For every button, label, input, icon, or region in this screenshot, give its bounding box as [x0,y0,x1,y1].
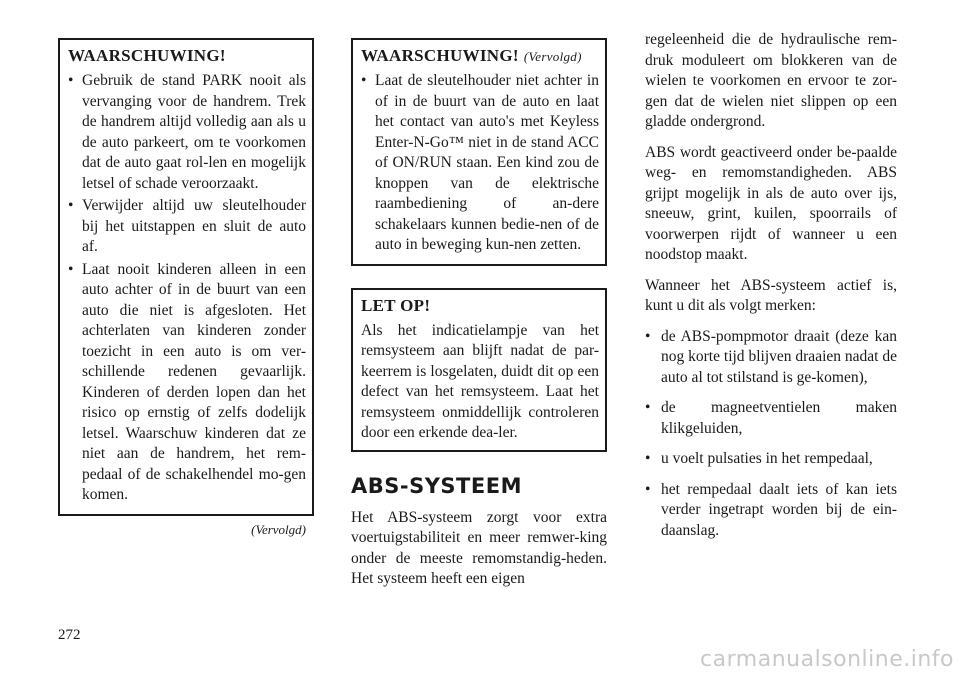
warning-list [68,71,306,506]
watermark: carmanualsonline.info [700,647,954,672]
warning-item: • Laat de sleutelhouder niet achter in of in de buurt van de auto en laat het contact van auto's met Keyless Enter-N-Go™ niet in de stand ACC of ON/RUN staan. Een kind zou de knoppen van de elektrische raambediening of an-dere schakelaars kunnen bedie-nen of de auto in beweging kun-nen zetten. [361,71,599,256]
page-number: 272 [58,627,81,643]
warning-subtitle: (Vervolgd) [523,49,582,64]
list-item: • de magneetventielen maken klikgeluiden, [645,398,897,439]
warning-item: • Gebruik de stand PARK nooit als vervanging voor de handrem. Trek de handrem altijd volledig aan als u de auto parkeert, om te voorkomen dat de auto gaat rol-len en mogelijk letsel of schade veroorzaakt. [68,71,306,194]
middle-column [351,38,607,600]
warning-title-text: WAARSCHUWING! [361,46,519,65]
warning-box [58,38,314,516]
section-intro: Het ABS-systeem zorgt voor extra voertuigstabiliteit en meer remwer-king onder de meeste remomstandig-heden. Het systeem heeft een eigen [351,508,607,587]
caution-title: LET OP! [361,295,431,315]
warning-title [361,46,599,66]
warning-item: • Verwijder altijd uw sleutelhouder bij het uitstappen en sluit de auto af. [68,196,306,258]
warning-item: • Laat nooit kinderen alleen in een auto achter of in de buurt van een auto die niet is afgesloten. Het achterlaten van kinderen zonder toezicht in een auto is om ver-schillende redenen gevaarlijk. Kinderen of derden lopen dan het risico op ernstig of zelfs dodelijk letsel. Waarschuw kinderen dat ze niet aan de handrem, het rem-pedaal of de schakelhendel mo-gen komen. [68,260,306,506]
caution-text: Als het indicatielampje van het remsysteem aan blijft nadat de par-keerrem is losgelaten, duidt dit op een defect van het remsysteem. Laat het remsysteem onmiddellijk controleren door een erkende dea-ler. [361,321,599,441]
continued-label: (Vervolgd) [251,521,306,537]
left-column [58,38,314,538]
warning-continued-box [351,38,607,266]
section-paragraph: Wanneer het ABS-systeem actief is, kunt u dit als volgt merken: [645,276,897,314]
warning-list [361,71,599,256]
section-heading: ABS-SYSTEEM [351,473,522,498]
section-intro-continued: regeleenheid die de hydraulische rem-druk moduleert om blokkeren van de wielen te voorkomen en ervoor te zor-gen dat de wielen niet slippen op een gladde ondergrond. [645,31,897,130]
list-item: • het rempedaal daalt iets of kan iets verder ingetrapt worden bij de ein-daanslag. [645,480,897,542]
right-column [645,30,897,551]
list-item: • de ABS-pompmotor draait (deze kan nog korte tijd blijven draaien nadat de auto al tot stilstand is ge-komen), [645,327,897,389]
section-paragraph: ABS wordt geactiveerd onder be-paalde weg- en remomstandigheden. ABS grijpt mogelijk in als de auto over ijs, sneeuw, grint, kuilen, spoorrails of voorwerpen rijdt of wanneer u een noodstop maakt. [645,143,897,263]
abs-symptom-list [645,327,897,542]
list-item: • u voelt pulsaties in het rempedaal, [645,449,897,470]
caution-box [351,288,607,452]
warning-title: WAARSCHUWING! [68,46,226,65]
